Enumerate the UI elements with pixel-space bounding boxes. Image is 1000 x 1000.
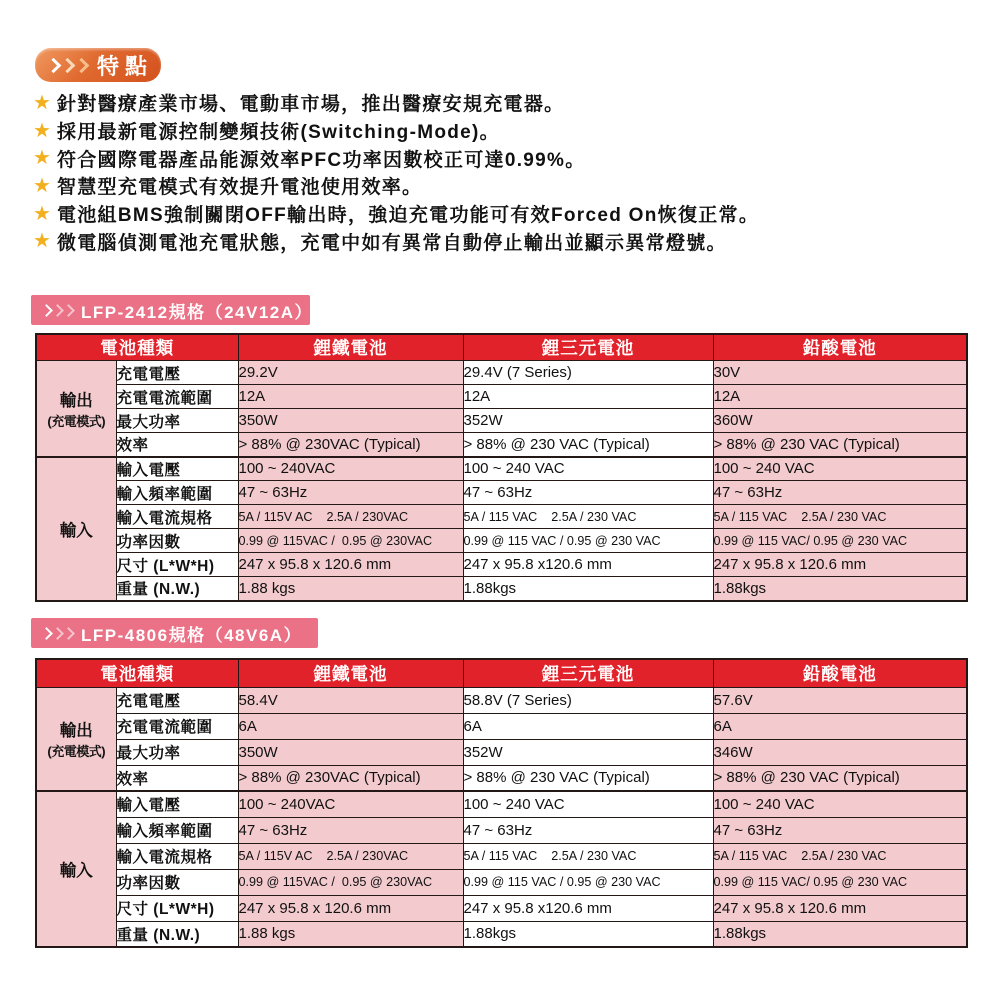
feature-text: 針對醫療產業市場、電動車市場，推出醫療安規充電器。 (56, 94, 565, 116)
cell-value: 1.88 kgs (238, 921, 463, 947)
spec-table-lfp2412 (35, 333, 968, 602)
cell-value: 5A / 115V AC 2.5A / 230VAC (238, 843, 463, 869)
table-row (36, 921, 967, 947)
cell-value: 5A / 115V AC 2.5A / 230VAC (238, 505, 463, 529)
cell-value: 0.99 @ 115 VAC / 0.95 @ 230 VAC (463, 869, 713, 895)
table-row (36, 843, 967, 869)
row-label: 尺寸 (L*W*H) (116, 895, 238, 921)
cell-value: 100 ~ 240VAC (238, 457, 463, 481)
cell-value: 1.88kgs (713, 577, 967, 601)
features-badge (35, 48, 161, 82)
row-label: 效率 (116, 765, 238, 791)
cell-value: 5A / 115 VAC 2.5A / 230 VAC (713, 843, 967, 869)
row-label: 輸入頻率範圍 (116, 481, 238, 505)
row-label: 效率 (116, 433, 238, 457)
cell-value: 352W (463, 409, 713, 433)
cell-value: 1.88kgs (463, 577, 713, 601)
spec-table-lfp4806 (35, 658, 968, 948)
cell-value: 350W (238, 409, 463, 433)
feature-item (33, 200, 759, 228)
table-row (36, 361, 967, 385)
row-label: 充電電流範圍 (116, 713, 238, 739)
table-row (36, 457, 967, 481)
feature-text: 智慧型充電模式有效提升電池使用效率。 (56, 177, 423, 199)
feature-text: 微電腦偵測電池充電狀態，充電中如有異常自動停止輸出並顯示異常燈號。 (56, 232, 727, 254)
cell-value: 47 ~ 63Hz (713, 481, 967, 505)
cell-value: 100 ~ 240 VAC (713, 457, 967, 481)
cell-value: 1.88 kgs (238, 577, 463, 601)
cell-value: 0.99 @ 115 VAC/ 0.95 @ 230 VAC (713, 869, 967, 895)
chevron-icon (62, 627, 75, 640)
table-row (36, 713, 967, 739)
table-row (36, 433, 967, 457)
cell-value: 0.99 @ 115VAC / 0.95 @ 230VAC (238, 869, 463, 895)
cell-value: 47 ~ 63Hz (238, 481, 463, 505)
cell-value: 12A (463, 385, 713, 409)
col-header-lifepo4: 鋰鐵電池 (238, 334, 463, 361)
table-row (36, 505, 967, 529)
star-icon: ★ (33, 91, 51, 114)
feature-text: 採用最新電源控制變頻技術(Switching-Mode)。 (56, 122, 500, 144)
star-icon: ★ (33, 202, 51, 225)
cell-value: 247 x 95.8 x120.6 mm (463, 895, 713, 921)
cell-value: 6A (238, 713, 463, 739)
row-label: 功率因數 (116, 869, 238, 895)
cell-value: 58.4V (238, 687, 463, 713)
cell-value: > 88% @ 230 VAC (Typical) (463, 765, 713, 791)
cell-value: 5A / 115 VAC 2.5A / 230 VAC (463, 843, 713, 869)
table1-title-badge (31, 295, 314, 325)
cell-value: > 88% @ 230 VAC (Typical) (463, 433, 713, 457)
cell-value: 47 ~ 63Hz (238, 817, 463, 843)
cell-value: 47 ~ 63Hz (463, 481, 713, 505)
table-row (36, 687, 967, 713)
row-label: 輸入電壓 (116, 457, 238, 481)
feature-item (33, 89, 759, 117)
features-list (33, 89, 759, 255)
cell-value: 350W (238, 739, 463, 765)
row-label: 尺寸 (L*W*H) (116, 553, 238, 577)
cell-value: 1.88kgs (713, 921, 967, 947)
table2-title-badge (31, 618, 318, 648)
table-row (36, 869, 967, 895)
feature-text: 電池組BMS強制關閉OFF輸出時，強迫充電功能可有效Forced On恢復正常。 (56, 205, 760, 227)
row-label: 輸入電流規格 (116, 505, 238, 529)
cell-value: 100 ~ 240VAC (238, 791, 463, 817)
feature-item (33, 117, 759, 145)
cell-value: 29.2V (238, 361, 463, 385)
row-group-output (36, 687, 116, 791)
cell-value: 5A / 115 VAC 2.5A / 230 VAC (463, 505, 713, 529)
col-header-battery-type: 電池種類 (36, 659, 238, 687)
feature-text: 符合國際電器產品能源效率PFC功率因數校正可達0.99%。 (56, 149, 586, 171)
col-header-lead-acid: 鉛酸電池 (713, 659, 967, 687)
cell-value: 100 ~ 240 VAC (463, 791, 713, 817)
feature-item (33, 144, 759, 172)
row-label: 充電電流範圍 (116, 385, 238, 409)
col-header-lifepo4: 鋰鐵電池 (238, 659, 463, 687)
triple-chevron-icon (48, 60, 90, 71)
row-label: 最大功率 (116, 739, 238, 765)
cell-value: 30V (713, 361, 967, 385)
row-label: 輸入頻率範圍 (116, 817, 238, 843)
features-badge-label: 特點 (97, 53, 154, 79)
cell-value: > 88% @ 230VAC (Typical) (238, 433, 463, 457)
row-label: 充電電壓 (116, 687, 238, 713)
cell-value: > 88% @ 230 VAC (Typical) (713, 433, 967, 457)
cell-value: 57.6V (713, 687, 967, 713)
cell-value: 360W (713, 409, 967, 433)
cell-value: 247 x 95.8 x 120.6 mm (238, 895, 463, 921)
row-group-output (36, 361, 116, 457)
group-input-label: 輸入 (59, 521, 93, 540)
col-header-li-ternary: 鋰三元電池 (463, 334, 713, 361)
table-row (36, 739, 967, 765)
group-output-label: 輸出 (59, 391, 93, 410)
chevron-icon (62, 304, 75, 317)
row-label: 輸入電壓 (116, 791, 238, 817)
star-icon: ★ (33, 147, 51, 170)
table-row (36, 529, 967, 553)
cell-value: 247 x 95.8 x120.6 mm (463, 553, 713, 577)
table-row (36, 791, 967, 817)
cell-value: 47 ~ 63Hz (713, 817, 967, 843)
row-label: 重量 (N.W.) (116, 921, 238, 947)
cell-value: 247 x 95.8 x 120.6 mm (238, 553, 463, 577)
cell-value: 6A (713, 713, 967, 739)
cell-value: 1.88kgs (463, 921, 713, 947)
table-header-row (36, 334, 967, 361)
table-row (36, 409, 967, 433)
cell-value: 5A / 115 VAC 2.5A / 230 VAC (713, 505, 967, 529)
table-row (36, 385, 967, 409)
cell-value: 0.99 @ 115VAC / 0.95 @ 230VAC (238, 529, 463, 553)
feature-item (33, 227, 759, 255)
table-header-row (36, 659, 967, 687)
cell-value: 352W (463, 739, 713, 765)
table1-title: LFP-2412規格（24V12A） (81, 302, 314, 322)
feature-item (33, 172, 759, 200)
group-output-sublabel: (充電模式) (47, 413, 106, 429)
cell-value: 247 x 95.8 x 120.6 mm (713, 553, 967, 577)
star-icon: ★ (33, 174, 51, 197)
row-group-input (36, 457, 116, 601)
row-label: 功率因數 (116, 529, 238, 553)
table-row (36, 765, 967, 791)
row-label: 最大功率 (116, 409, 238, 433)
col-header-li-ternary: 鋰三元電池 (463, 659, 713, 687)
row-label: 重量 (N.W.) (116, 577, 238, 601)
table2-title: LFP-4806規格（48V6A） (81, 625, 303, 645)
cell-value: 12A (238, 385, 463, 409)
cell-value: 29.4V (7 Series) (463, 361, 713, 385)
cell-value: 58.8V (7 Series) (463, 687, 713, 713)
group-output-label: 輸出 (59, 722, 93, 741)
cell-value: 6A (463, 713, 713, 739)
cell-value: > 88% @ 230VAC (Typical) (238, 765, 463, 791)
cell-value: 12A (713, 385, 967, 409)
cell-value: 0.99 @ 115 VAC/ 0.95 @ 230 VAC (713, 529, 967, 553)
cell-value: 346W (713, 739, 967, 765)
row-label: 輸入電流規格 (116, 843, 238, 869)
chevron-icon (74, 57, 90, 73)
col-header-lead-acid: 鉛酸電池 (713, 334, 967, 361)
cell-value: 247 x 95.8 x 120.6 mm (713, 895, 967, 921)
cell-value: 100 ~ 240 VAC (463, 457, 713, 481)
triple-chevron-icon (42, 306, 75, 315)
cell-value: 0.99 @ 115 VAC / 0.95 @ 230 VAC (463, 529, 713, 553)
star-icon: ★ (33, 230, 51, 253)
triple-chevron-icon (42, 629, 75, 638)
row-label: 充電電壓 (116, 361, 238, 385)
table-row (36, 481, 967, 505)
table-row (36, 553, 967, 577)
group-input-label: 輸入 (59, 862, 93, 880)
table-row (36, 817, 967, 843)
cell-value: > 88% @ 230 VAC (Typical) (713, 765, 967, 791)
col-header-battery-type: 電池種類 (36, 334, 238, 361)
star-icon: ★ (33, 119, 51, 142)
cell-value: 100 ~ 240 VAC (713, 791, 967, 817)
table-row (36, 577, 967, 601)
row-group-input (36, 791, 116, 947)
group-output-sublabel: (充電模式) (47, 744, 106, 760)
cell-value: 47 ~ 63Hz (463, 817, 713, 843)
table-row (36, 895, 967, 921)
